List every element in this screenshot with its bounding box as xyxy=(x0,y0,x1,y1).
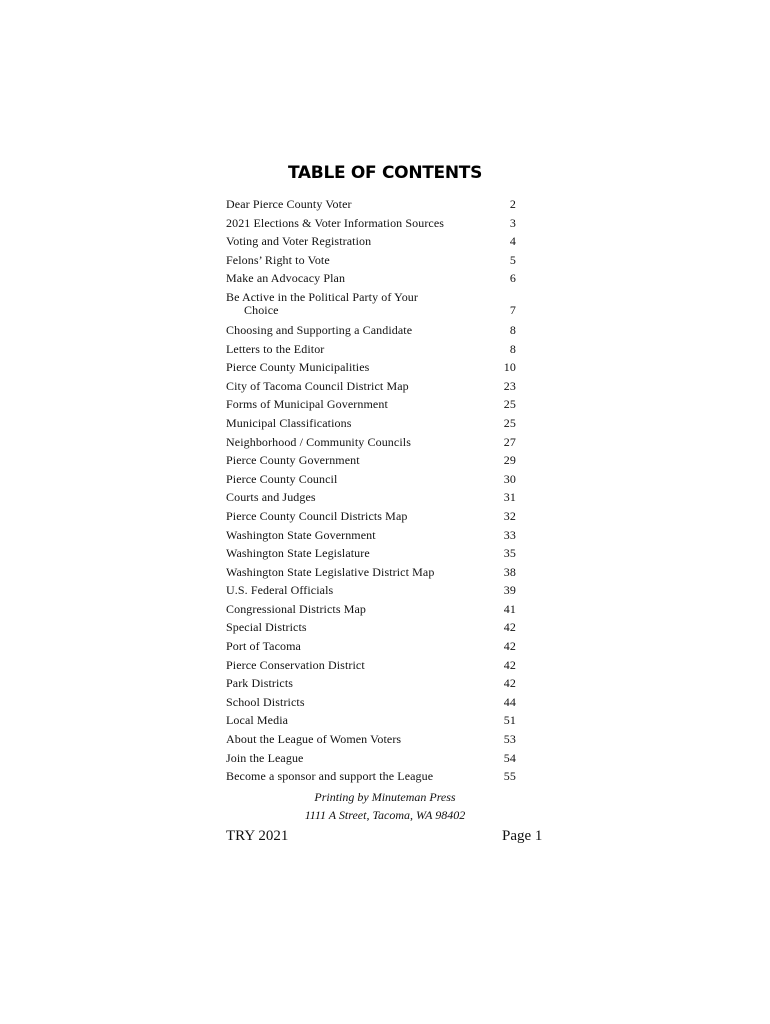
page-title: TABLE OF CONTENTS xyxy=(287,163,483,183)
toc-entry xyxy=(226,730,516,749)
toc-entry-page: 41 xyxy=(503,601,516,616)
toc-entry-page: 6 xyxy=(509,271,516,286)
toc-entry-title: Port of Tacoma xyxy=(226,639,301,654)
toc-entry-title: Pierce County Council xyxy=(226,471,338,486)
toc-entry xyxy=(226,618,516,637)
toc-entry xyxy=(226,269,516,288)
toc-entry-title: Pierce County Municipalities xyxy=(226,360,370,375)
toc-entry-page: 7 xyxy=(509,302,516,317)
toc-entry-title: Voting and Voter Registration xyxy=(226,234,372,249)
toc-entry xyxy=(226,749,516,768)
toc-entry xyxy=(226,214,516,233)
toc-entry-page: 8 xyxy=(509,341,516,356)
toc-entry xyxy=(226,600,516,619)
toc-entry xyxy=(226,581,516,600)
toc-entry xyxy=(226,470,516,489)
toc-entry-page: 32 xyxy=(503,508,516,523)
toc-entry-page: 27 xyxy=(503,434,516,449)
toc-entry xyxy=(226,195,516,214)
toc-entry xyxy=(226,395,516,414)
toc-entry-page: 10 xyxy=(503,360,516,375)
printing-line-2: 1111 A Street, Tacoma, WA 98402 xyxy=(304,808,466,822)
toc-entry-title: School Districts xyxy=(226,694,305,709)
toc-entry-page: 51 xyxy=(503,713,516,728)
toc-entry-page: 53 xyxy=(503,732,516,747)
toc-entry-title: Special Districts xyxy=(226,620,307,635)
toc-entry xyxy=(226,358,516,377)
toc-entry-page: 42 xyxy=(503,639,516,654)
toc-entry xyxy=(226,693,516,712)
toc-entry-page: 30 xyxy=(503,471,516,486)
toc-entry-page: 3 xyxy=(509,215,516,230)
toc-entry-page: 23 xyxy=(503,378,516,393)
toc-entry xyxy=(226,544,516,563)
toc-entry-title: Washington State Legislative District Map xyxy=(226,564,435,579)
toc-entry-title: Dear Pierce County Voter xyxy=(226,197,352,211)
toc-entry-title: Join the League xyxy=(226,750,304,765)
toc-entry-title: U.S. Federal Officials xyxy=(226,583,334,598)
toc-entry xyxy=(226,414,516,433)
toc-entry-page: 31 xyxy=(503,490,516,505)
toc-entry-page: 8 xyxy=(509,322,516,337)
toc-entry-page: 33 xyxy=(503,527,516,542)
toc-entry-page: 4 xyxy=(509,234,516,249)
toc-entry-page: 35 xyxy=(503,546,516,561)
toc-entry-title: Local Media xyxy=(226,713,289,728)
toc-entry-page: 25 xyxy=(503,415,516,430)
toc-entry xyxy=(226,637,516,656)
toc-entry-title: Washington State Legislature xyxy=(226,546,370,561)
toc-entry-page: 2 xyxy=(509,197,516,211)
toc-entry-page: 54 xyxy=(503,750,516,765)
toc-entry-title-continued: Choice xyxy=(244,302,279,317)
toc-entry-page: 38 xyxy=(503,564,516,579)
toc-entry-title: Pierce County Government xyxy=(226,453,360,468)
toc-entry-title: Washington State Government xyxy=(226,527,376,542)
toc-entry-title: Felons’ Right to Vote xyxy=(226,252,330,267)
toc-entry-title: Pierce Conservation District xyxy=(226,657,365,672)
printing-credit xyxy=(0,788,770,824)
toc-entry-page: 42 xyxy=(503,676,516,691)
toc-entry-page: 29 xyxy=(503,453,516,468)
toc-entry-page: 55 xyxy=(503,769,516,784)
toc-entry-title: Make an Advocacy Plan xyxy=(226,271,346,286)
toc-entry-title: Courts and Judges xyxy=(226,490,316,505)
toc-entry-title: Letters to the Editor xyxy=(226,341,325,356)
toc-entry xyxy=(226,711,516,730)
toc-entry xyxy=(226,288,516,321)
toc-entry-title: Neighborhood / Community Councils xyxy=(226,434,411,449)
toc-entry-title: Municipal Classifications xyxy=(226,415,352,430)
footer-page-number: Page 1 xyxy=(502,828,543,844)
toc-entry-page: 5 xyxy=(509,252,516,267)
toc-entry xyxy=(226,232,516,251)
toc-entry-page: 42 xyxy=(503,657,516,672)
toc-entry xyxy=(226,526,516,545)
printing-line-1: Printing by Minuteman Press xyxy=(314,790,456,804)
toc-entry-page: 25 xyxy=(503,397,516,412)
footer-edition: TRY 2021 xyxy=(226,828,289,844)
toc-entry-title: Become a sponsor and support the League xyxy=(226,769,434,784)
toc-entry-title: Choosing and Supporting a Candidate xyxy=(226,322,413,337)
toc-entry xyxy=(226,433,516,452)
toc-entry xyxy=(226,340,516,359)
toc-entry xyxy=(226,656,516,675)
toc-entry-title: Pierce County Council Districts Map xyxy=(226,508,408,523)
toc-entry-title: Park Districts xyxy=(226,676,294,691)
toc-entry xyxy=(226,451,516,470)
toc-entry-page: 44 xyxy=(503,694,516,709)
toc-entry-title: Be Active in the Political Party of Your xyxy=(226,289,418,304)
toc-entry-page: 39 xyxy=(503,583,516,598)
toc-entry xyxy=(226,251,516,270)
toc-entry xyxy=(226,767,516,786)
toc-entry-page: 42 xyxy=(503,620,516,635)
toc-entry xyxy=(226,507,516,526)
toc-entry xyxy=(226,488,516,507)
toc-entry xyxy=(226,321,516,340)
toc-entry-title: Forms of Municipal Government xyxy=(226,397,388,412)
toc-entry-title: About the League of Women Voters xyxy=(226,732,402,747)
toc-entry-title: Congressional Districts Map xyxy=(226,601,367,616)
toc-entry xyxy=(226,563,516,582)
toc-list xyxy=(226,195,516,786)
toc-entry xyxy=(226,377,516,396)
toc-entry xyxy=(226,674,516,693)
toc-entry-title: City of Tacoma Council District Map xyxy=(226,378,409,393)
toc-entry-title: 2021 Elections & Voter Information Sources xyxy=(226,215,445,230)
